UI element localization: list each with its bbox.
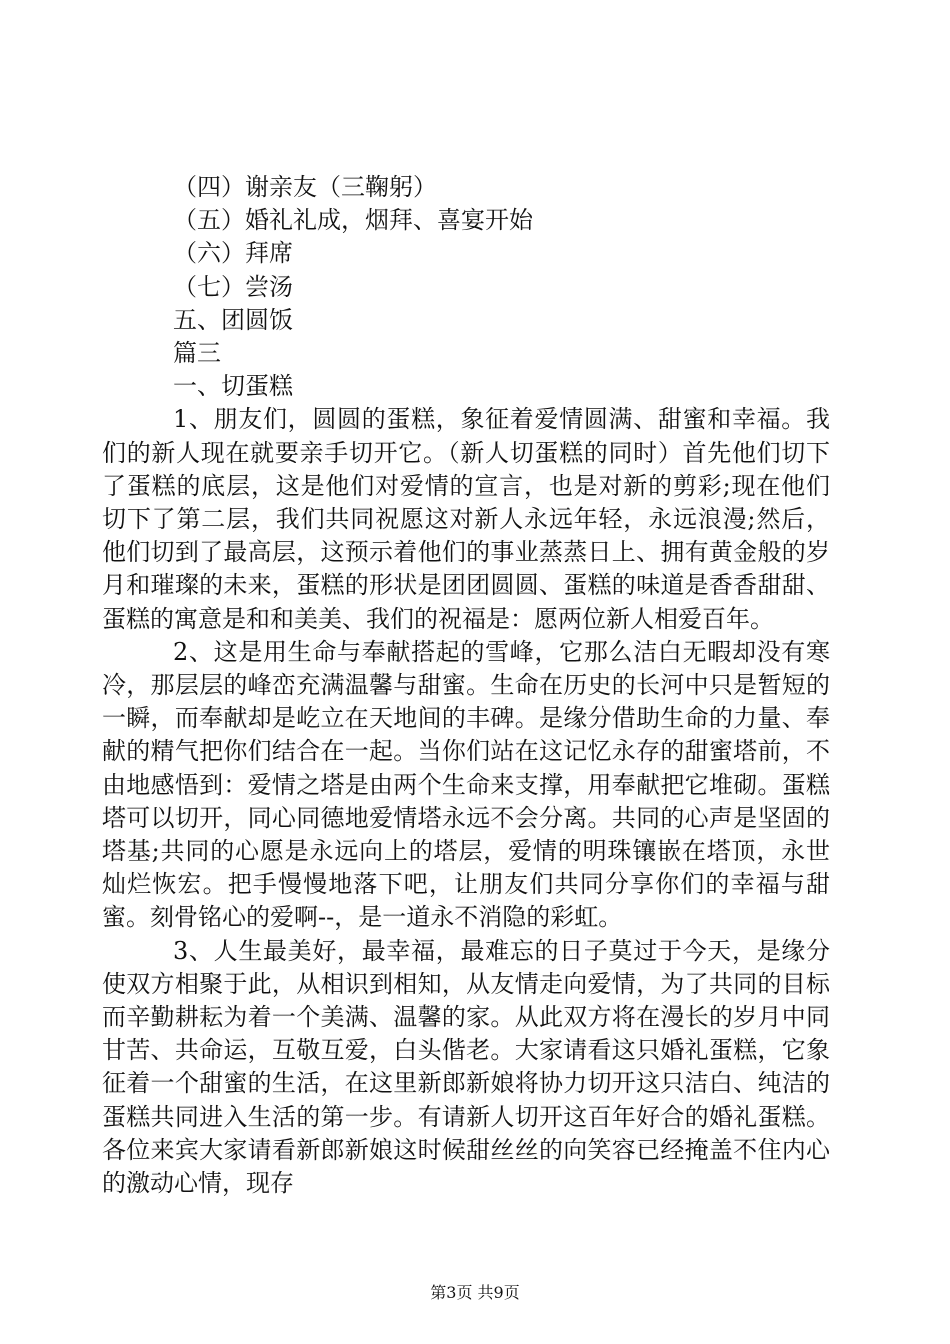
page-number-footer: 第3页 共9页 [430,1283,520,1302]
outline-item-4: （四）谢亲友（三鞠躬） [173,173,437,201]
outline-item-7: （七）尝汤 [173,272,293,301]
paragraph-2: 2、这是用生命与奉献搭起的雪峰，它那么洁白无暇却没有寒冷，那层层的峰峦充满温馨与甜蜜。生命在历史的长河中只是暂短的一瞬，而奉献却是屹立在天地间的丰碑。是缘分借助生命的力量、奉献的精气把你们结合在一起。当你们站在这记忆永存的甜蜜塔前，不由地感悟到：爱情之塔是由两个生命来支撑，用奉献把它堆砌。蛋糕塔可以切开，同心同德地爱情塔永远不会分离。共同的心声是坚固的塔基;共同的心愿是永远向上的塔层，爱情的明珠镶嵌在塔顶，永世灿烂恢宏。把手慢慢地落下吧，让朋友们共同分享你们的幸福与甜蜜。刻骨铭心的爱啊--，是一道永不消隐的彩虹。 [102,637,830,932]
section-heading-reunion-dinner: 五、团圆饭 [173,305,293,334]
section-heading-cut-cake: 一、切蛋糕 [173,372,293,401]
outline-item-6: （六）拜席 [173,239,293,268]
document-body [102,171,830,1200]
outline-item-5: （五）婚礼礼成，烟拜、喜宴开始 [173,206,533,235]
paragraph-3: 3、人生最美好，最幸福，最难忘的日子莫过于今天，是缘分使双方相聚于此，从相识到相知，从友情走向爱情，为了共同的目标而辛勤耕耘为着一个美满、温馨的家。从此双方将在漫长的岁月中同甘苦、共命运，互敬互爱，白头偕老。大家请看这只婚礼蛋糕，它象征着一个甜蜜的生活，在这里新郎新娘将协力切开这只洁白、纯洁的蛋糕共同进入生活的第一步。有请新人切开这百年好合的婚礼蛋糕。各位来宾大家请看新郎新娘这时候甜丝丝的向笑容已经掩盖不住内心的激动心情，现存 [102,936,830,1197]
chapter-heading-part-three: 篇三 [173,338,221,367]
paragraph-1: 1、朋友们，圆圆的蛋糕，象征着爱情圆满、甜蜜和幸福。我们的新人现在就要亲手切开它。（新人切蛋糕的同时）首先他们切下了蛋糕的底层，这是他们对爱情的宣言，也是对新的剪彩;现在他们切下了第二层，我们共同祝愿这对新人永远年轻，永远浪漫;然后，他们切到了最高层，这预示着他们的事业蒸蒸日上、拥有黄金般的岁月和璀璨的未来，蛋糕的形状是团团圆圆、蛋糕的味道是香香甜甜、蛋糕的寓意是和和美美、我们的祝福是：愿两位新人相爱百年。 [102,405,830,633]
